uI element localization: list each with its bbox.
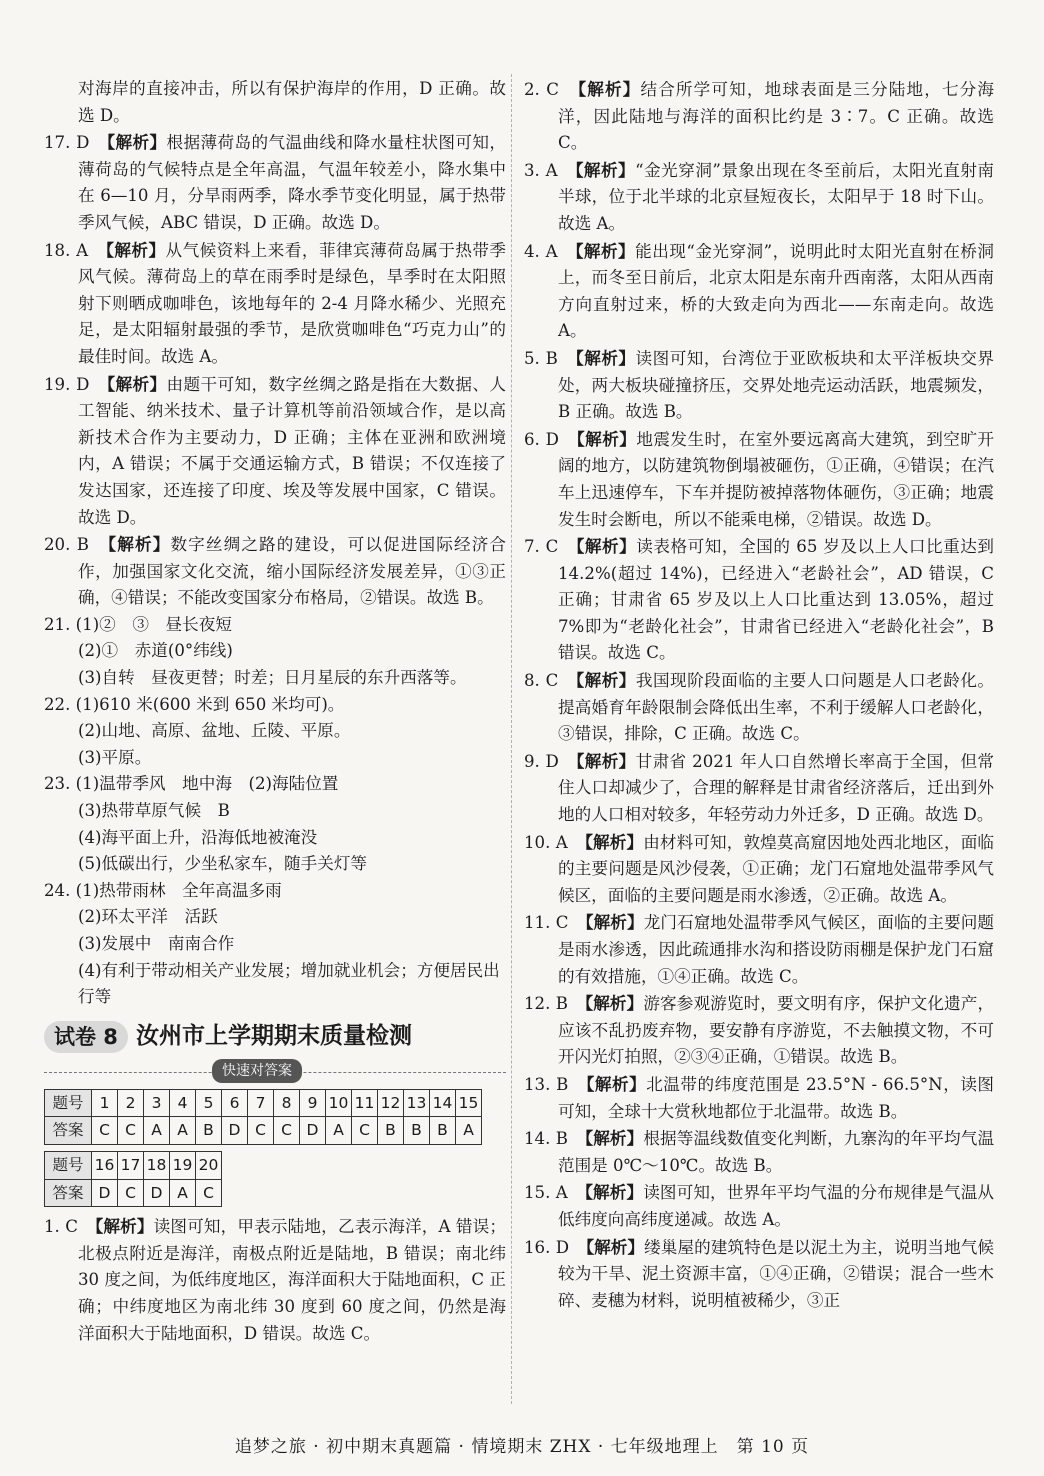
answer-cell: D	[300, 1117, 326, 1145]
answer-cell: C	[274, 1117, 300, 1145]
answer-cell: 20	[196, 1151, 222, 1179]
answer-cell: 7	[248, 1089, 274, 1117]
answer-item: 15. A 【解析】读图可知，世界年平均气温的分布规律是气温从低纬度向高纬度递减。故选 A。	[524, 1182, 995, 1229]
answer-cell: 18	[144, 1151, 170, 1179]
short-answer-22: 22. (1)610 米(600 米到 650 米均可)。 (2)山地、高原、盆地、丘陵、平原。 (3)平原。	[44, 694, 351, 767]
answer-cell: 12	[378, 1089, 404, 1117]
row-label-answer: 答案	[45, 1179, 92, 1207]
answer-item: 10. A 【解析】由材料可知，敦煌莫高窟因地处西北地区，面临的主要问题是风沙侵袭，①正确；龙门石窟地处温带季风气候区，面临的主要问题是雨水渗透，②正确。故选 A。	[524, 831, 995, 905]
answer-cell: C	[196, 1179, 222, 1207]
answer-cell: A	[456, 1117, 482, 1145]
answer-item: 5. B 【解析】读图可知，台湾位于亚欧板块和太平洋板块交界处，两大板块碰撞挤压，交界处地壳运动活跃，地震频发，B 正确。故选 B。	[524, 347, 995, 422]
answer-cell: A	[144, 1117, 170, 1145]
answer-item: 4. A 【解析】能出现“金光穿洞”，说明此时太阳光直射在桥洞上，而冬至日前后，北京太阳是东南升西南落，太阳从西南方向直射过来，桥的大致走向为西北——东南走向。故选 A。	[524, 240, 995, 341]
exam-answer-item-1: 1. C 【解析】读图可知，甲表示陆地，乙表示海洋，A 错误；北极点附近是海洋，南极点附近是陆地，B 错误；南北纬 30 度之间，为低纬度地区，海洋面积大于陆地面积，C 正确；中纬度地区为南北纬 30 度到 60 度之间，仍然是海洋面积大于陆地面积，D 错误。故选 C。	[44, 1216, 506, 1343]
answer-cell: A	[170, 1179, 196, 1207]
answer-cell: C	[118, 1117, 144, 1145]
answer-item: 14. B 【解析】根据等温线数值变化判断，九寨沟的年平均气温范围是 0℃～10℃。故选 B。	[524, 1128, 995, 1175]
answer-item: 13. B 【解析】北温带的纬度范围是 23.5°N - 66.5°N，读图可知，全球十大赏秋地都位于北温带。故选 B。	[524, 1073, 995, 1121]
answer-item-19: 19. D 【解析】由题干可知，数字丝绸之路是指在大数据、人工智能、纳米技术、量子计算机等前沿领域合作，是以高新技术合作为主要动力，D 正确；主体在亚洲和欧洲境内，A 错误；不属于交通运输方式，B 错误；不仅连接了发达国家，还连接了印度、埃及等发展中国家，C 错误。故选 D。	[44, 373, 507, 527]
short-answer-24: 24. (1)热带雨林 全年高温多雨 (2)环太平洋 活跃 (3)发展中 南南合作 (4)有利于带动相关产业发展；增加就业机会；方便居民出行等	[44, 880, 500, 1007]
short-answer-23: 23. (1)温带季风 地中海 (2)海陆位置 (3)热带草原气候 B (4)海平面上升，沿海低地被淹没 (5)低碳出行，少坐私家车，随手关灯等	[44, 774, 368, 874]
answer-cell: D	[222, 1117, 248, 1145]
answer-cell: 4	[170, 1089, 196, 1117]
left-column	[44, 76, 506, 1347]
row-label-answer: 答案	[45, 1117, 92, 1145]
answer-cell: D	[92, 1179, 118, 1207]
quick-answer-label: 快速对答案	[212, 1059, 302, 1083]
answer-table-1	[44, 1089, 482, 1145]
quick-answer-bar	[44, 1059, 506, 1085]
answer-cell: C	[248, 1117, 274, 1145]
answer-cell: 11	[352, 1089, 378, 1117]
answer-item: 16. D 【解析】缕巢屋的建筑特色是以泥土为主，说明当地气候较为干旱、泥土资源丰富，①④正确，②错误；混合一些木碎、麦穗为材料，说明植被稀少，③正	[524, 1236, 995, 1310]
answer-item-20: 20. B 【解析】数字丝绸之路的建设，可以促进国际经济合作，加强国家文化交流，缩小国际经济发展差异，①③正确，④错误；不能改变国家分布格局，②错误。故选 B。	[44, 534, 507, 608]
answer-cell: 2	[118, 1089, 144, 1117]
answer-item: 8. C 【解析】我国现阶段面临的主要人口问题是人口老龄化。提高婚育年龄限制会降低出生率，不利于缓解人口老龄化，③错误，排除，C 正确。故选 C。	[524, 670, 995, 744]
answer-cell: 16	[92, 1151, 118, 1179]
answer-continuation: 对海岸的直接冲击，所以有保护海岸的作用，D 正确。故选 D。	[78, 79, 506, 125]
row-label-question: 题号	[45, 1151, 92, 1179]
answer-item: 11. C 【解析】龙门石窟地处温带季风气候区，面临的主要问题是雨水渗透，因此疏通排水沟和搭设防雨棚是保护龙门石窟的有效措施，①④正确。故选 C。	[524, 912, 994, 986]
exam-badge: 试卷 8	[44, 1021, 128, 1053]
answer-cell: 13	[404, 1089, 430, 1117]
page-footer: 追梦之旅 · 初中期末真题篇 · 情境期末 ZHX · 七年级地理上 第 10 页	[234, 1437, 810, 1457]
answer-cell: B	[404, 1117, 430, 1145]
exam-title	[44, 1017, 506, 1057]
answer-cell: 1	[92, 1089, 118, 1117]
column-divider	[511, 74, 512, 1404]
answer-cell: B	[378, 1117, 404, 1145]
answer-item: 7. C 【解析】读表格可知，全国的 65 岁及以上人口比重达到 14.2%(超过 14%)，已经进入“老龄社会”，AD 错误，C 正确；甘肃省 65 岁及以上人口比重达到 13.05%，超过 7%即为“老龄化社会”，甘肃省已经进入“老龄化社会”，B 错误。故选 C。	[524, 536, 994, 663]
answer-item: 9. D 【解析】甘肃省 2021 年人口自然增长率高于全国，但常住人口却减少了，合理的解释是甘肃省经济落后，迁出到外地的人口相对较多，年轻劳动力外迁多，D 正确。故选 D。	[524, 750, 995, 825]
answer-cell: 5	[196, 1089, 222, 1117]
answer-item: 3. A 【解析】“金光穿洞”景象出现在冬至前后，太阳光直射南半球，位于北半球的北京昼短夜长，太阳早于 18 时下山。故选 A。	[524, 159, 995, 233]
answer-item: 12. B 【解析】游客参观游览时，要文明有序，保护文化遗产，应该不乱扔废弃物，要安静有序游览，不去触摸文物，不可开闪光灯拍照，②③④正确，①错误。故选 B。	[524, 993, 995, 1067]
answer-cell: 15	[456, 1089, 482, 1117]
exam-name: 汝州市上学期期末质量检测	[135, 1023, 412, 1050]
right-column	[524, 76, 994, 1314]
answer-cell: D	[144, 1179, 170, 1207]
short-answer-21: 21. (1)② ③ 昼长夜短 (2)① 赤道(0°纬线) (3)自转 昼夜更替；时差；日月星辰的东升西落等。	[44, 614, 467, 688]
answer-cell: 19	[170, 1151, 196, 1179]
answer-cell: 3	[144, 1089, 170, 1117]
answer-table-2	[44, 1151, 222, 1207]
answer-item: 2. C 【解析】结合所学可知，地球表面是三分陆地，七分海洋，因此陆地与海洋的面积比约是 3∶7。C 正确。故选 C。	[524, 79, 995, 153]
answer-item-17: 17. D 【解析】根据薄荷岛的气温曲线和降水量柱状图可知，薄荷岛的气候特点是全年高温，气温年较差小，降水集中在 6—10 月，分旱雨两季，降水季节变化明显，属于热带季风气候，ABC 错误，D 正确。故选 D。	[44, 132, 507, 232]
answer-cell: 9	[300, 1089, 326, 1117]
answer-cell: B	[196, 1117, 222, 1145]
answer-cell: 8	[274, 1089, 300, 1117]
answer-cell: A	[326, 1117, 352, 1145]
answer-cell: 6	[222, 1089, 248, 1117]
answer-cell: C	[118, 1179, 144, 1207]
answer-cell: C	[92, 1117, 118, 1145]
answer-cell: 17	[118, 1151, 144, 1179]
answer-item: 6. D 【解析】地震发生时，在室外要远离高大建筑，到空旷开阔的地方，以防建筑物倒塌被砸伤，①正确，④错误；在汽车上迅速停车，下车并提防被掉落物体砸伤，③正确；地震发生时会断电，所以不能乘电梯，②错误。故选 D。	[524, 428, 994, 529]
answer-cell: C	[352, 1117, 378, 1145]
answer-cell: A	[170, 1117, 196, 1145]
row-label-question: 题号	[45, 1089, 92, 1117]
answer-cell: 10	[326, 1089, 352, 1117]
answer-item-18: 18. A 【解析】从气候资料上来看，菲律宾薄荷岛属于热带季风气候。薄荷岛上的草在雨季时是绿色，旱季时在太阳照射下则晒成咖啡色，该地每年的 2-4 月降水稀少、光照充足，是太阳辐射最强的季节，是欣赏咖啡色“巧克力山”的最佳时间。故选 A。	[44, 239, 507, 366]
answer-cell: 14	[430, 1089, 456, 1117]
answer-cell: B	[430, 1117, 456, 1145]
